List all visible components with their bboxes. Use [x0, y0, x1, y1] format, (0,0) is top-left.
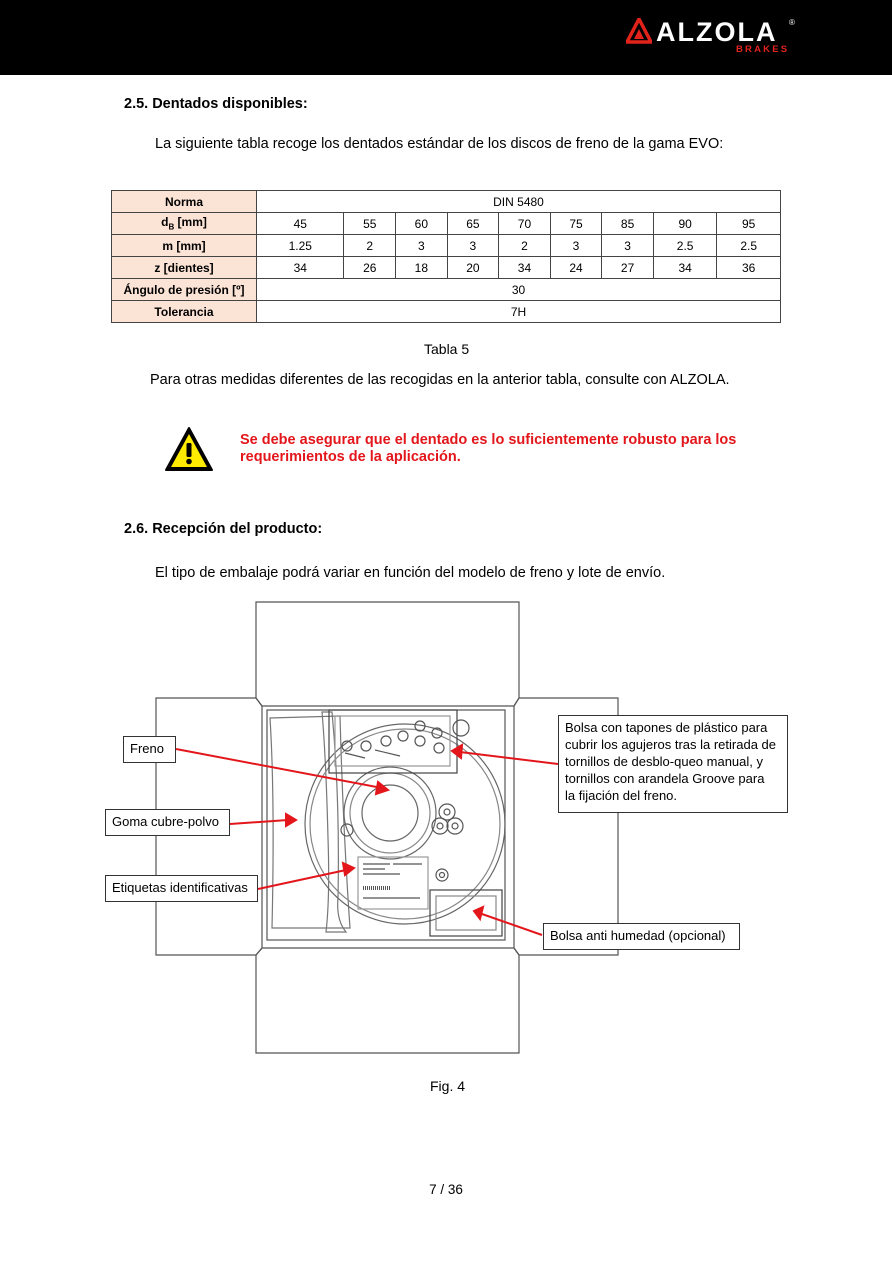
table-row: [112, 257, 781, 279]
tolerance-label: Tolerancia: [112, 301, 257, 323]
m-cell: 3: [447, 235, 499, 257]
z-cell: 18: [396, 257, 448, 279]
section-heading-2-5: 2.5. Dentados disponibles:: [124, 96, 308, 112]
m-cell: 2: [344, 235, 396, 257]
logo-wordmark: ALZOLA: [656, 17, 778, 47]
m-cell: 2.5: [717, 235, 781, 257]
angle-label: Ángulo de presión [º]: [112, 279, 257, 301]
callout-goma: Goma cubre-polvo: [105, 809, 230, 836]
packaging-figure: [100, 598, 792, 1060]
figure-caption: Fig. 4: [430, 1078, 466, 1094]
callout-bolsa-line: Bolsa con tapones de plástico para: [565, 720, 768, 735]
page-number: 7 / 36: [429, 1182, 463, 1197]
logo-subtitle: BRAKES: [736, 44, 790, 55]
callout-bolsa-line: tornillos con arandela Groove para: [565, 771, 765, 786]
warning-line-2: requerimientos de la aplicación.: [240, 449, 461, 465]
db-cell: 45: [257, 213, 344, 235]
section-2-5-note: Para otras medidas diferentes de las recogidas en la anterior tabla, consulte con ALZOLA.: [150, 372, 730, 388]
db-cell: 60: [396, 213, 448, 235]
callout-bolsa-tapones: [558, 715, 788, 813]
z-cell: 34: [653, 257, 717, 279]
m-cell: 2: [499, 235, 551, 257]
table-row: [112, 191, 781, 213]
teeth-spec-table: [111, 190, 781, 323]
tolerance-value: 7H: [257, 301, 781, 323]
warning-line-1: Se debe asegurar que el dentado es lo suficientemente robusto para los: [240, 432, 737, 448]
callout-bolsa-line: cubrir los agujeros tras la retirada de: [565, 737, 776, 752]
db-cell: 75: [550, 213, 602, 235]
alzola-logo: [626, 16, 806, 60]
angle-value: 30: [257, 279, 781, 301]
warning-triangle-icon: [164, 426, 214, 472]
norma-value: DIN 5480: [257, 191, 781, 213]
logo-triangle-icon: [626, 18, 652, 44]
page-header: [0, 0, 892, 75]
table-row: [112, 235, 781, 257]
z-cell: 34: [257, 257, 344, 279]
section-2-6-intro: El tipo de embalaje podrá variar en función del modelo de freno y lote de envío.: [155, 565, 666, 581]
z-label: z [dientes]: [112, 257, 257, 279]
logo-registered-mark: ®: [789, 18, 795, 27]
z-cell: 20: [447, 257, 499, 279]
m-cell: 1.25: [257, 235, 344, 257]
m-cell: 3: [550, 235, 602, 257]
z-cell: 27: [602, 257, 654, 279]
m-cell: 3: [396, 235, 448, 257]
m-label: m [mm]: [112, 235, 257, 257]
warning-message: [240, 432, 780, 466]
callout-bolsa-line: la fijación del freno.: [565, 788, 678, 803]
section-heading-2-6: 2.6. Recepción del producto:: [124, 521, 323, 537]
z-cell: 26: [344, 257, 396, 279]
db-cell: 95: [717, 213, 781, 235]
db-cell: 70: [499, 213, 551, 235]
z-cell: 24: [550, 257, 602, 279]
callout-freno: Freno: [123, 736, 176, 763]
db-cell: 65: [447, 213, 499, 235]
db-cell: 90: [653, 213, 717, 235]
norma-label: Norma: [112, 191, 257, 213]
callout-bolsa-humedad: Bolsa anti humedad (opcional): [543, 923, 740, 950]
z-cell: 36: [717, 257, 781, 279]
table-row: [112, 279, 781, 301]
callout-etiquetas: Etiquetas identificativas: [105, 875, 258, 902]
db-label: $d_B$ [mm]: [112, 213, 257, 235]
table-caption: Tabla 5: [424, 341, 470, 357]
m-cell: 2.5: [653, 235, 717, 257]
section-2-5-intro: La siguiente tabla recoge los dentados estándar de los discos de freno de la gama EVO:: [155, 136, 724, 152]
m-cell: 3: [602, 235, 654, 257]
table-row: [112, 213, 781, 235]
db-cell: 85: [602, 213, 654, 235]
callout-bolsa-line: tornillos de desblo-queo manual, y: [565, 754, 764, 769]
z-cell: 34: [499, 257, 551, 279]
table-row: [112, 301, 781, 323]
db-cell: 55: [344, 213, 396, 235]
